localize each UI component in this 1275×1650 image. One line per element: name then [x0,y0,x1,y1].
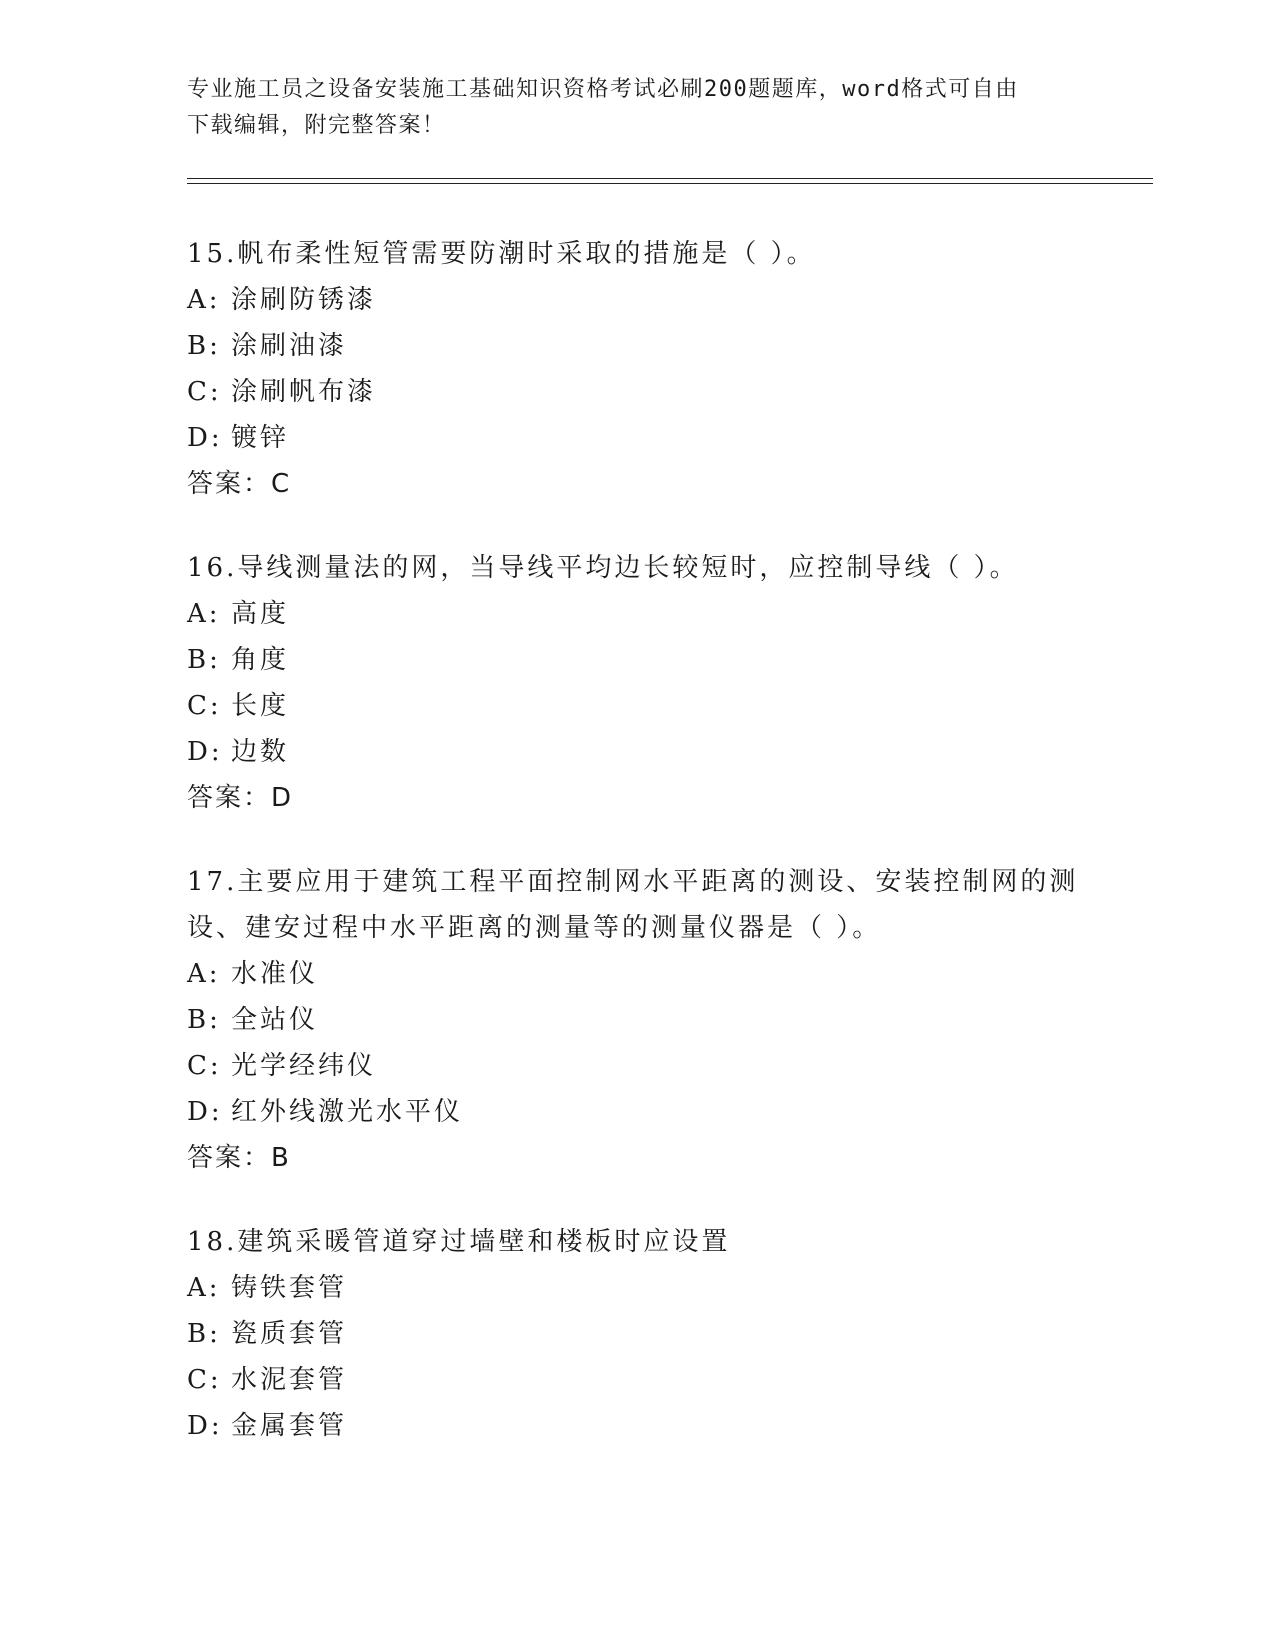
question-stem: 15.帆布柔性短管需要防潮时采取的措施是（ ）。 [187,239,816,269]
option-b [187,323,1087,369]
answer: 答案：B [187,1143,291,1173]
option-b [187,997,1087,1043]
option-text: 水准仪 [231,959,319,989]
option-key: A: [187,285,221,315]
header-divider-top [187,178,1153,179]
option-text: 边数 [231,737,290,767]
option-text: 高度 [231,599,290,629]
header-divider-bottom [187,183,1153,184]
option-text: 金属套管 [231,1411,348,1441]
header-line-2: 下载编辑，附完整答案！ [187,113,446,138]
header-line-1: 专业施工员之设备安装施工基础知识资格考试必刷200题题库，word格式可自由 [187,77,1019,102]
option-text: 水泥套管 [231,1365,348,1395]
option-key: A: [187,599,221,629]
option-text: 角度 [231,645,290,675]
question-16 [187,545,1087,821]
option-a [187,1265,1087,1311]
option-text: 涂刷帆布漆 [231,377,377,407]
option-a [187,277,1087,323]
option-text: 光学经纬仪 [231,1051,377,1081]
option-c [187,369,1087,415]
option-b [187,637,1087,683]
question-stem: 18.建筑采暖管道穿过墙壁和楼板时应设置 [187,1227,731,1257]
option-text: 红外线激光水平仪 [231,1097,464,1127]
option-key: D: [187,1097,223,1127]
option-b [187,1311,1087,1357]
option-text: 长度 [231,691,290,721]
option-key: D: [187,737,223,767]
option-key: C: [187,1051,222,1081]
question-18 [187,1219,1087,1449]
document-header [187,72,1087,144]
answer: 答案：C [187,469,292,499]
option-key: D: [187,1411,223,1441]
option-d [187,1089,1087,1135]
question-stem: 17.主要应用于建筑工程平面控制网水平距离的测设、安装控制网的测设、建安过程中水平距离的测量等的测量仪器是（ ）。 [187,867,1079,943]
option-key: A: [187,959,221,989]
option-key: A: [187,1273,221,1303]
question-15 [187,231,1087,507]
option-d [187,1403,1087,1449]
answer: 答案：D [187,783,294,813]
question-stem: 16.导线测量法的网，当导线平均边长较短时，应控制导线（ ）。 [187,553,1019,583]
question-list [187,231,1087,1487]
option-key: B: [187,331,221,361]
option-text: 涂刷油漆 [231,331,348,361]
option-key: B: [187,1319,221,1349]
option-text: 涂刷防锈漆 [231,285,377,315]
option-c [187,1357,1087,1403]
option-key: C: [187,691,222,721]
option-d [187,415,1087,461]
option-key: B: [187,1005,221,1035]
option-text: 全站仪 [231,1005,319,1035]
option-text: 铸铁套管 [231,1273,348,1303]
option-c [187,683,1087,729]
option-key: B: [187,645,221,675]
option-key: C: [187,377,222,407]
option-text: 瓷质套管 [231,1319,348,1349]
option-text: 镀锌 [231,423,290,453]
option-c [187,1043,1087,1089]
option-a [187,591,1087,637]
option-a [187,951,1087,997]
question-17 [187,859,1087,1181]
option-key: D: [187,423,223,453]
option-d [187,729,1087,775]
option-key: C: [187,1365,222,1395]
